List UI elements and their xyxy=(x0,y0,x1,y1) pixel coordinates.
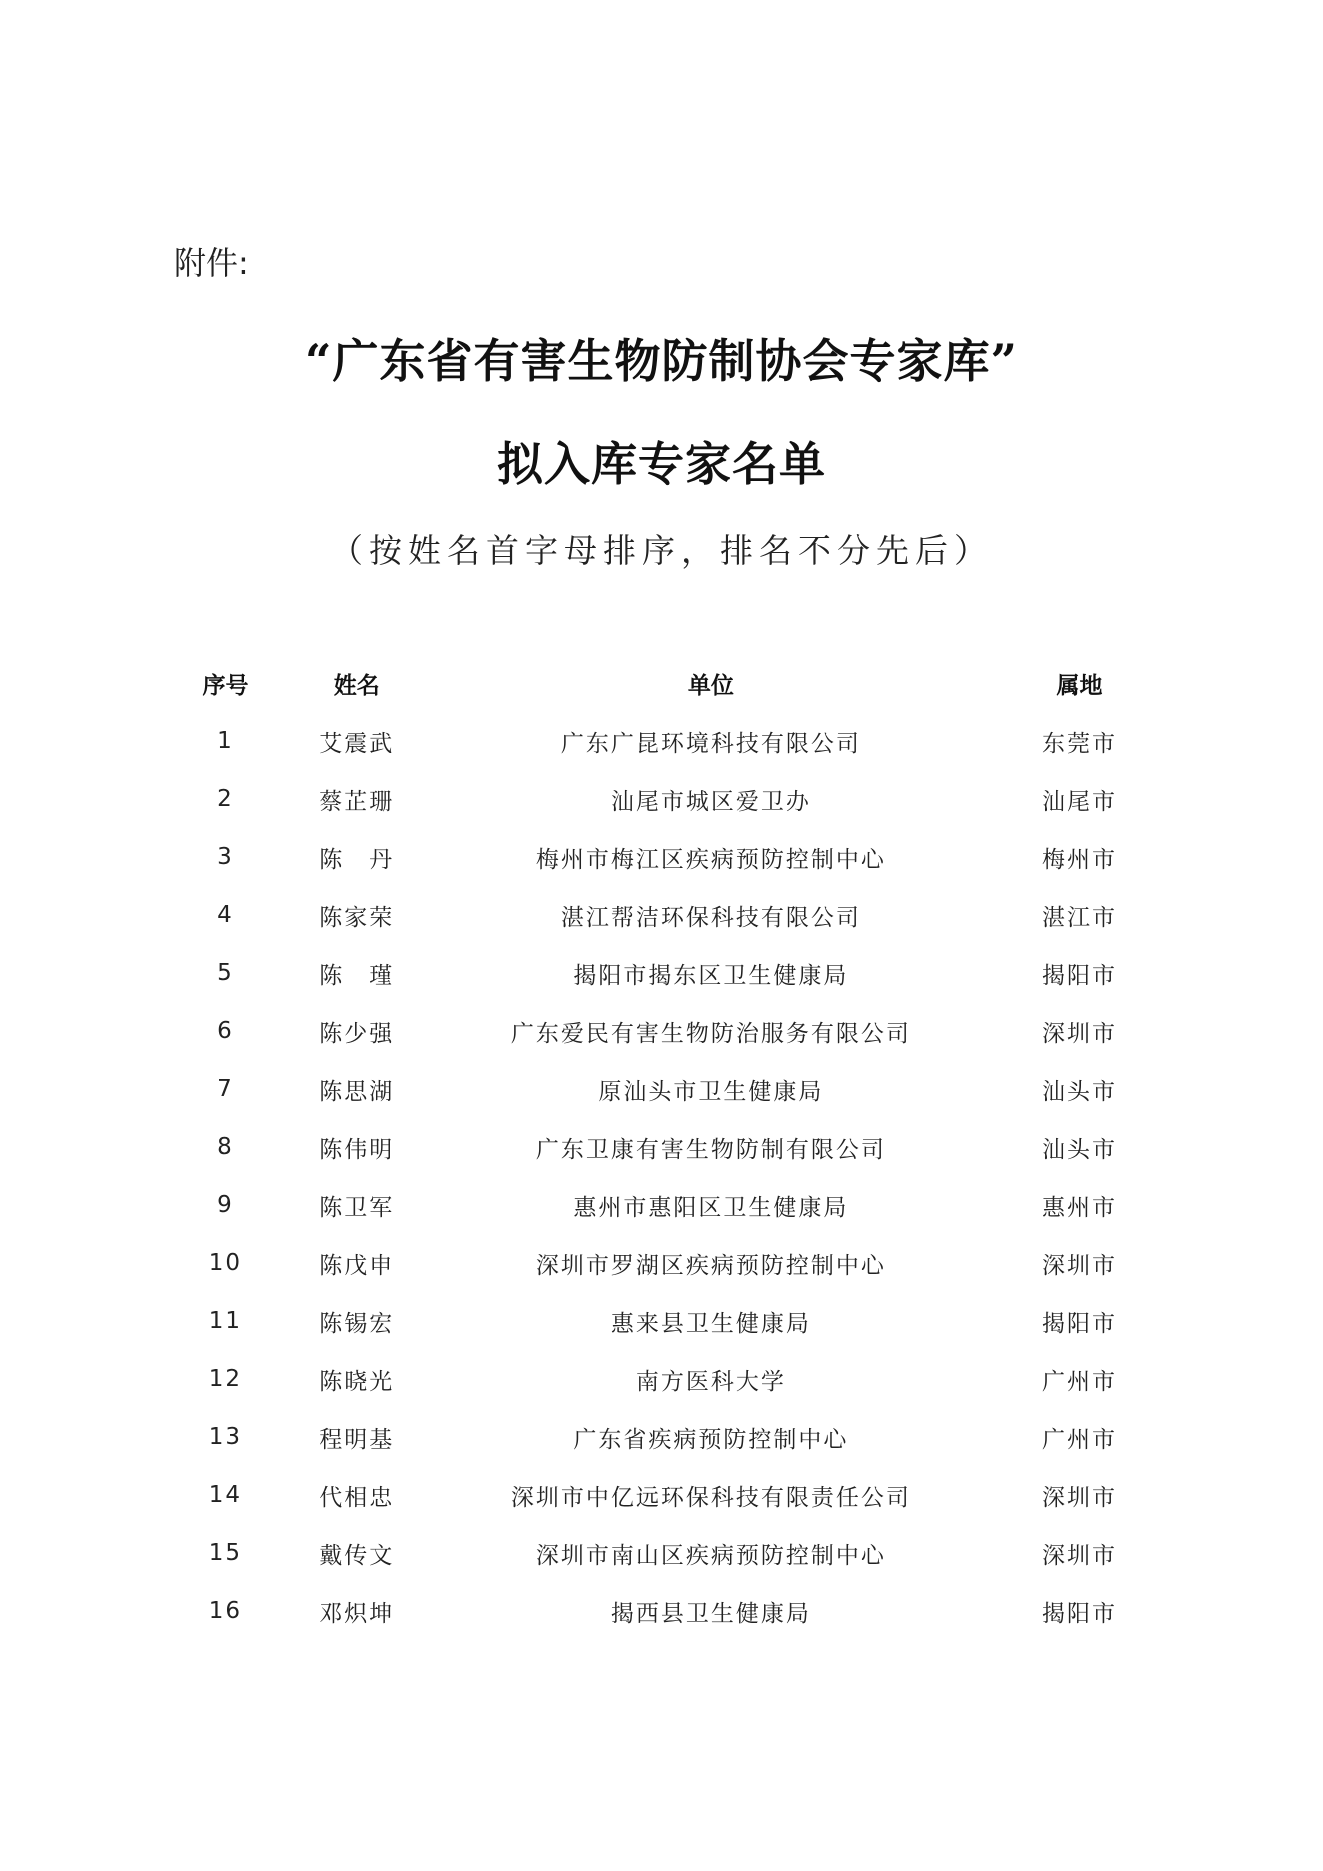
row-area: 揭阳市 xyxy=(1042,962,1118,989)
row-name: 艾震武 xyxy=(319,730,395,757)
table-row xyxy=(150,1060,1150,1118)
row-index: 15 xyxy=(208,1540,243,1566)
row-name: 代相忠 xyxy=(319,1484,395,1511)
row-name: 戴传文 xyxy=(319,1542,395,1569)
expert-list-table xyxy=(150,654,1150,1640)
table-row xyxy=(150,712,1150,770)
row-unit: 广东卫康有害生物防制有限公司 xyxy=(535,1136,886,1163)
row-unit: 深圳市南山区疾病预防控制中心 xyxy=(535,1542,886,1569)
table-row xyxy=(150,1350,1150,1408)
table-row xyxy=(150,1118,1150,1176)
header-unit: 单位 xyxy=(687,672,734,699)
table-row xyxy=(150,1234,1150,1292)
document-subtitle: （按姓名首字母排序，排名不分先后） xyxy=(330,531,993,570)
row-index: 16 xyxy=(208,1598,243,1624)
table-body xyxy=(150,712,1150,1640)
row-unit: 广东广昆环境科技有限公司 xyxy=(560,730,861,757)
row-area: 东莞市 xyxy=(1042,730,1118,757)
row-unit: 湛江帮洁环保科技有限公司 xyxy=(560,904,861,931)
row-unit: 深圳市中亿远环保科技有限责任公司 xyxy=(510,1484,911,1511)
row-index: 1 xyxy=(217,728,234,754)
table-row xyxy=(150,1582,1150,1640)
document-title-line1: “广东省有害生物防制协会专家库” xyxy=(305,334,1018,388)
row-index: 2 xyxy=(217,786,234,812)
row-area: 广州市 xyxy=(1042,1426,1118,1453)
document-title-line2: 拟入库专家名单 xyxy=(497,437,826,491)
row-unit: 广东爱民有害生物防治服务有限公司 xyxy=(510,1020,911,1047)
row-name: 陈卫军 xyxy=(319,1194,395,1221)
row-index: 13 xyxy=(208,1424,243,1450)
table-row xyxy=(150,828,1150,886)
row-area: 汕头市 xyxy=(1042,1078,1118,1105)
row-name: 陈戊申 xyxy=(319,1252,395,1279)
row-index: 9 xyxy=(217,1192,234,1218)
row-area: 梅州市 xyxy=(1042,846,1118,873)
row-unit: 汕尾市城区爱卫办 xyxy=(610,788,811,815)
table-row xyxy=(150,1002,1150,1060)
row-name: 陈锡宏 xyxy=(319,1310,395,1337)
row-name: 陈少强 xyxy=(319,1020,395,1047)
row-name: 陈思湖 xyxy=(319,1078,395,1105)
row-name: 陈伟明 xyxy=(319,1136,395,1163)
table-row xyxy=(150,886,1150,944)
row-area: 深圳市 xyxy=(1042,1542,1118,1569)
row-area: 深圳市 xyxy=(1042,1252,1118,1279)
attachment-label: 附件: xyxy=(174,244,249,282)
row-unit: 深圳市罗湖区疾病预防控制中心 xyxy=(535,1252,886,1279)
row-name: 蔡芷珊 xyxy=(319,788,395,815)
row-unit: 原汕头市卫生健康局 xyxy=(598,1078,824,1105)
row-unit: 揭西县卫生健康局 xyxy=(610,1600,811,1627)
row-index: 12 xyxy=(208,1366,243,1392)
row-area: 揭阳市 xyxy=(1042,1310,1118,1337)
row-area: 广州市 xyxy=(1042,1368,1118,1395)
row-unit: 广东省疾病预防控制中心 xyxy=(573,1426,849,1453)
row-area: 深圳市 xyxy=(1042,1484,1118,1511)
row-index: 6 xyxy=(217,1018,234,1044)
row-name: 陈 瑾 xyxy=(319,962,395,989)
table-header-row xyxy=(150,654,1150,712)
row-unit: 惠来县卫生健康局 xyxy=(610,1310,811,1337)
row-name: 陈晓光 xyxy=(319,1368,395,1395)
table-row xyxy=(150,944,1150,1002)
row-index: 4 xyxy=(217,902,234,928)
row-unit: 惠州市惠阳区卫生健康局 xyxy=(573,1194,849,1221)
header-index: 序号 xyxy=(202,672,249,699)
row-name: 邓炽坤 xyxy=(319,1600,395,1627)
table-row xyxy=(150,1466,1150,1524)
table-row xyxy=(150,1408,1150,1466)
row-name: 陈 丹 xyxy=(319,846,395,873)
table-row xyxy=(150,1176,1150,1234)
header-name: 姓名 xyxy=(333,672,380,699)
row-name: 陈家荣 xyxy=(319,904,395,931)
row-unit: 南方医科大学 xyxy=(635,1368,786,1395)
table-row xyxy=(150,1524,1150,1582)
row-unit: 梅州市梅江区疾病预防控制中心 xyxy=(535,846,886,873)
row-area: 惠州市 xyxy=(1042,1194,1118,1221)
row-index: 14 xyxy=(208,1482,243,1508)
table-row xyxy=(150,1292,1150,1350)
row-index: 10 xyxy=(208,1250,243,1276)
row-area: 汕尾市 xyxy=(1042,788,1118,815)
row-area: 汕头市 xyxy=(1042,1136,1118,1163)
row-area: 深圳市 xyxy=(1042,1020,1118,1047)
row-index: 3 xyxy=(217,844,234,870)
table-row xyxy=(150,770,1150,828)
header-area: 属地 xyxy=(1056,672,1103,699)
row-name: 程明基 xyxy=(319,1426,395,1453)
row-unit: 揭阳市揭东区卫生健康局 xyxy=(573,962,849,989)
row-area: 揭阳市 xyxy=(1042,1600,1118,1627)
row-index: 5 xyxy=(217,960,234,986)
row-index: 11 xyxy=(208,1308,243,1334)
row-index: 8 xyxy=(217,1134,234,1160)
row-area: 湛江市 xyxy=(1042,904,1118,931)
row-index: 7 xyxy=(217,1076,234,1102)
